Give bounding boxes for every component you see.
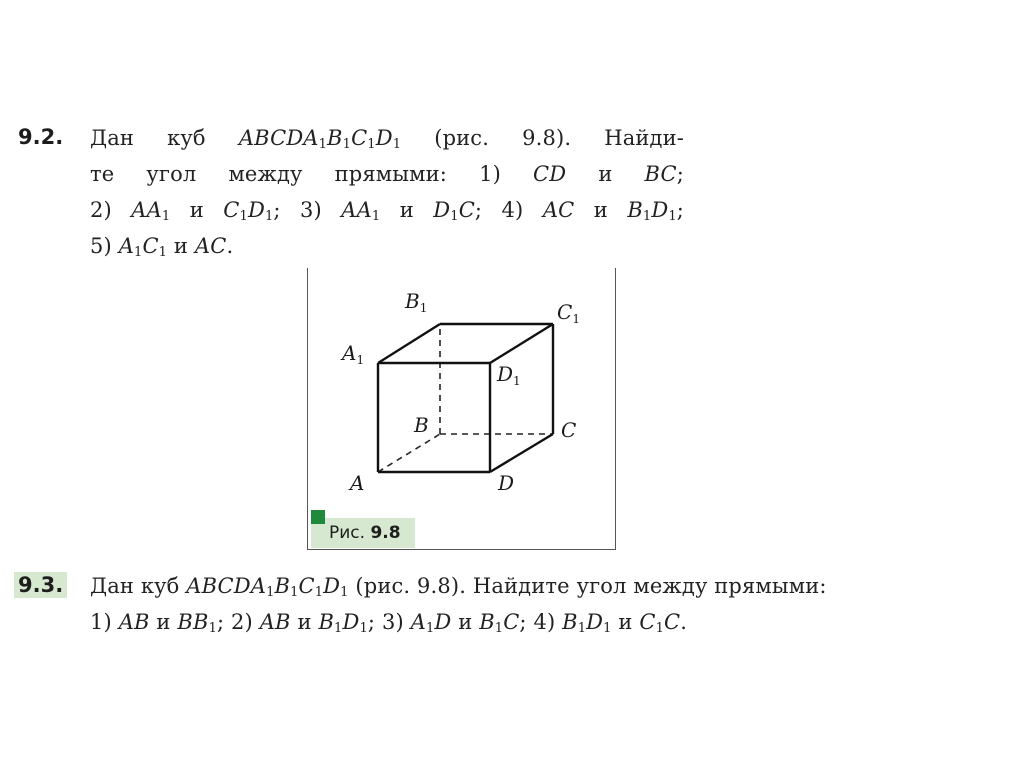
math-subscript: 1 [208, 621, 217, 636]
edge-a-b [378, 434, 440, 472]
math-symbol: C [458, 198, 475, 222]
math-symbol: D [651, 198, 669, 222]
math-symbol: AC [194, 234, 227, 258]
math-symbol: B [318, 610, 335, 634]
edge-a1-b1 [378, 324, 440, 363]
text-run: (рис. 9.8). Найди- [401, 126, 685, 150]
math-subscript: 1 [425, 621, 435, 636]
math-symbol: B [327, 126, 343, 150]
vertex-label-b: B [414, 413, 429, 437]
edge-d-c [490, 434, 553, 472]
text-run: ; [676, 198, 684, 222]
problem-line [90, 604, 827, 640]
figure-caption [311, 518, 415, 548]
text-run: Дан куб [90, 126, 239, 150]
text-run: те угол между прямыми: 1) [90, 162, 534, 186]
caption-number: 9.8 [370, 523, 401, 543]
math-subscript: 1 [577, 621, 587, 636]
problem-text [90, 568, 827, 640]
text-run: ; [676, 162, 684, 186]
math-symbol: AB [259, 610, 291, 634]
text-run: 1) [90, 610, 119, 634]
math-symbol: D [323, 574, 341, 598]
problem-number: 9.2. [18, 125, 64, 149]
text-run: Дан куб [90, 574, 187, 598]
text-run: и [149, 610, 178, 634]
math-subscript: 1 [668, 209, 677, 224]
math-symbol: ABCDA [186, 574, 267, 598]
text-run: и [380, 198, 434, 222]
math-symbol: AA [131, 198, 162, 222]
text-run: ; 3) [367, 610, 411, 634]
vertex-label-d1: $D_1$ [497, 362, 521, 388]
math-subscript: 1 [290, 585, 299, 600]
math-symbol: C [223, 198, 240, 222]
text-run: и [611, 610, 640, 634]
text-run: ; 3) [273, 198, 342, 222]
math-symbol: C [639, 610, 656, 634]
math-symbol: B [479, 610, 495, 634]
vertex-label-d: D [498, 471, 515, 495]
math-symbol: C [298, 574, 315, 598]
math-subscript: 1 [494, 621, 504, 636]
math-subscript: 1 [318, 137, 328, 152]
math-symbol: D [375, 126, 393, 150]
math-subscript: 1 [342, 137, 352, 152]
math-subscript: 1 [266, 585, 275, 600]
vertex-label-a1: $A_1$ [342, 341, 365, 367]
math-subscript: 1 [334, 621, 343, 636]
text-run: . [680, 610, 688, 634]
math-subscript: 1 [239, 209, 248, 224]
math-subscript: 1 [392, 137, 402, 152]
math-symbol: AC [542, 198, 575, 222]
math-subscript: 1 [371, 209, 381, 224]
math-subscript: 1 [642, 209, 652, 224]
vertex-label-b1: $B_1$ [405, 289, 428, 315]
math-symbol: AA [341, 198, 372, 222]
math-symbol: A [410, 610, 426, 634]
math-symbol: C [142, 234, 159, 258]
math-symbol: CD [533, 162, 567, 186]
math-symbol: AB [118, 610, 150, 634]
math-symbol: A [118, 234, 135, 258]
text-run: и [566, 162, 645, 186]
math-symbol: C [664, 610, 681, 634]
math-symbol: D [433, 198, 451, 222]
math-symbol: B [562, 610, 578, 634]
math-symbol: D [342, 610, 360, 634]
math-symbol: D [247, 198, 265, 222]
text-run: и [290, 610, 319, 634]
math-subscript: 1 [340, 585, 349, 600]
math-subscript: 1 [134, 245, 143, 260]
text-run: ; 4) [519, 610, 563, 634]
vertex-label-c1: $C_1$ [557, 300, 580, 326]
math-subscript: 1 [367, 137, 376, 152]
text-run: и [574, 198, 628, 222]
math-symbol: C [503, 610, 520, 634]
math-subscript: 1 [450, 209, 459, 224]
caption-prefix: Рис. [329, 523, 366, 543]
green-marker [311, 510, 325, 524]
math-subscript: 1 [264, 209, 274, 224]
math-subscript: 1 [603, 621, 612, 636]
math-subscript: 1 [314, 585, 324, 600]
math-symbol: D [434, 610, 452, 634]
vertex-label-c: C [561, 418, 577, 442]
math-subscript: 1 [161, 209, 171, 224]
vertex-label-a: A [350, 471, 365, 495]
text-run: и [451, 610, 480, 634]
math-subscript: 1 [158, 245, 168, 260]
math-symbol: BC [644, 162, 677, 186]
math-symbol: D [586, 610, 604, 634]
math-symbol: B [274, 574, 291, 598]
math-symbol: BB [177, 610, 209, 634]
math-symbol: C [351, 126, 368, 150]
text-run: ; 2) [217, 610, 260, 634]
problem-number: 9.3. [14, 572, 67, 598]
text-run: и [170, 198, 224, 222]
math-symbol: ABCDA [238, 126, 319, 150]
math-subscript: 1 [359, 621, 368, 636]
math-subscript: 1 [655, 621, 665, 636]
text-run: 5) [90, 234, 119, 258]
problem-line [90, 568, 827, 604]
text-run: ; 4) [474, 198, 543, 222]
text-run: (рис. 9.8). Найдите угол между прямыми: [348, 574, 827, 598]
text-run: . [226, 234, 234, 258]
math-symbol: B [627, 198, 643, 222]
edge-d1-c1 [490, 324, 553, 363]
text-run: 2) [90, 198, 132, 222]
text-run: и [167, 234, 195, 258]
